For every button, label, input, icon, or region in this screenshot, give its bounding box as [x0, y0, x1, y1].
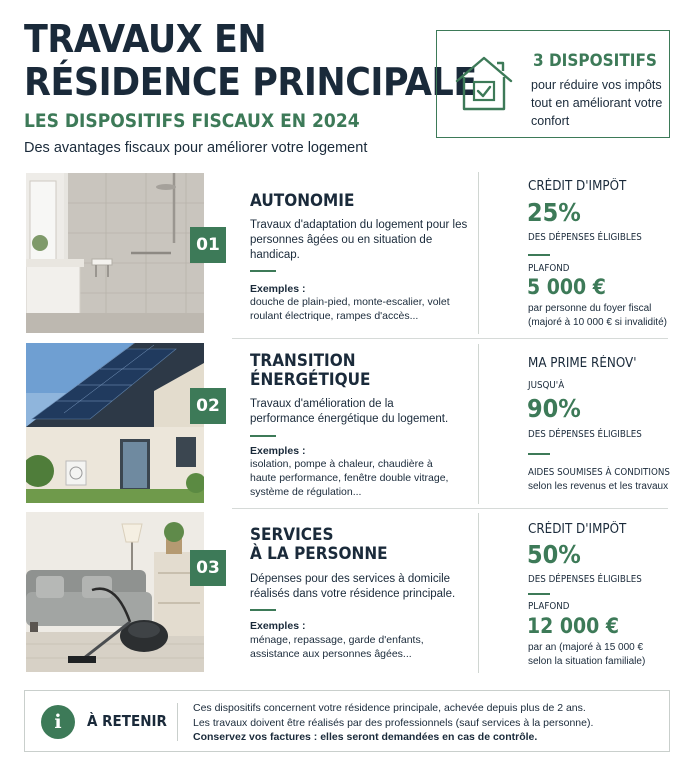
- reminder-line: Ces dispositifs concernent votre résidence principale, achevée depuis plus de 2 ans.: [193, 702, 586, 714]
- row-title-line: ÉNERGÉTIQUE: [250, 370, 371, 390]
- column-divider: [478, 513, 479, 673]
- rate-label: DES DÉPENSES ÉLIGIBLES: [528, 574, 642, 585]
- row-separator: [232, 508, 668, 509]
- row-title: [250, 192, 354, 211]
- examples-label: Exemples :: [250, 445, 306, 457]
- divider: [177, 703, 178, 741]
- row-title-line: SERVICES: [250, 525, 334, 545]
- scheme-name: CRÉDIT D'IMPÔT: [528, 522, 627, 537]
- row-description: Dépenses pour des services à domicile réalisés dans votre résidence principale.: [250, 573, 456, 600]
- column-divider: [478, 172, 479, 334]
- page-title: [24, 18, 477, 104]
- title-line-1: TRAVAUX EN: [24, 17, 267, 61]
- divider: [250, 435, 276, 437]
- solar-panel-house-photo: [26, 343, 204, 503]
- reminder-line: Les travaux doivent être réalisés par des professionnels (sauf services à la personne).: [193, 716, 594, 729]
- accessible-bathroom-photo: [26, 173, 204, 333]
- cap-label: PLAFOND: [528, 601, 570, 612]
- divider: [528, 254, 550, 256]
- row-number-badge: 03: [190, 550, 226, 586]
- cap-value: 12 000 €: [527, 614, 620, 638]
- row-description: Travaux d'adaptation du logement pour les personnes âgées ou en situation de handicap.: [250, 219, 468, 261]
- reminder-label: À RETENIR: [87, 712, 167, 730]
- examples-label: Exemples :: [250, 283, 306, 295]
- summary-badge: [436, 30, 670, 138]
- conditions-label: AIDES SOUMISES À CONDITIONS: [528, 467, 670, 478]
- conditions-note: selon les revenus et les travaux: [528, 481, 669, 492]
- row-title-line: AUTONOMIE: [250, 191, 355, 211]
- divider: [250, 609, 276, 611]
- rate-value: 90%: [527, 394, 581, 423]
- badge-text: pour réduire vos impôts tout en améliorant votre confort: [531, 78, 663, 128]
- column-divider: [478, 344, 479, 504]
- rate-label: DES DÉPENSES ÉLIGIBLES: [528, 429, 642, 440]
- rate-value: 50%: [527, 540, 581, 569]
- examples-text: douche de plain-pied, monte-escalier, volet roulant électrique, rampes d'accès...: [250, 296, 450, 322]
- row-number-badge: 01: [190, 227, 226, 263]
- row-title: [250, 352, 371, 390]
- scheme-name: CRÉDIT D'IMPÔT: [528, 179, 627, 194]
- title-line-2: RÉSIDENCE PRINCIPALE: [24, 60, 477, 104]
- info-icon: i: [41, 705, 75, 739]
- divider: [528, 453, 550, 455]
- cap-note: par personne du foyer fiscal: [528, 303, 652, 314]
- cap-label: PLAFOND: [528, 263, 570, 274]
- cap-note: (majoré à 10 000 € si invalidité): [528, 317, 667, 328]
- examples-text: isolation, pompe à chaleur, chaudière à haute performance, fenêtre double vitrage, système de régulation...: [250, 458, 449, 498]
- reminder-box: [24, 690, 670, 752]
- divider: [250, 270, 276, 272]
- badge-title: 3 DISPOSITIFS: [533, 51, 657, 71]
- divider: [528, 593, 550, 595]
- reminder-line-emphasis: Conservez vos factures : elles seront demandées en cas de contrôle.: [193, 731, 538, 743]
- cap-note: par an (majoré à 15 000 €: [528, 642, 644, 653]
- examples-label: Exemples :: [250, 620, 306, 632]
- row-separator: [232, 338, 668, 339]
- row-title-line: TRANSITION: [250, 351, 356, 371]
- scheme-name: MA PRIME RÉNOV': [528, 356, 637, 371]
- page-subtitle: LES DISPOSITIFS FISCAUX EN 2024: [24, 110, 360, 132]
- living-room-vacuum-photo: [26, 512, 204, 672]
- row-description: Travaux d'amélioration de la performance énergétique du logement.: [250, 398, 449, 425]
- house-check-icon: [453, 53, 515, 113]
- row-title-line: À LA PERSONNE: [250, 544, 388, 564]
- cap-note: selon la situation familiale): [528, 656, 646, 667]
- row-title: [250, 526, 388, 564]
- examples-text: ménage, repassage, garde d'enfants, assistance aux personnes âgées...: [250, 634, 424, 660]
- pre-rate-label: JUSQU'À: [528, 380, 565, 391]
- page-tagline: Des avantages fiscaux pour améliorer votre logement: [24, 140, 368, 156]
- rate-value: 25%: [527, 198, 581, 227]
- row-number-badge: 02: [190, 388, 226, 424]
- cap-value: 5 000 €: [527, 275, 606, 299]
- reminder-text: [193, 701, 593, 745]
- rate-label: DES DÉPENSES ÉLIGIBLES: [528, 232, 642, 243]
